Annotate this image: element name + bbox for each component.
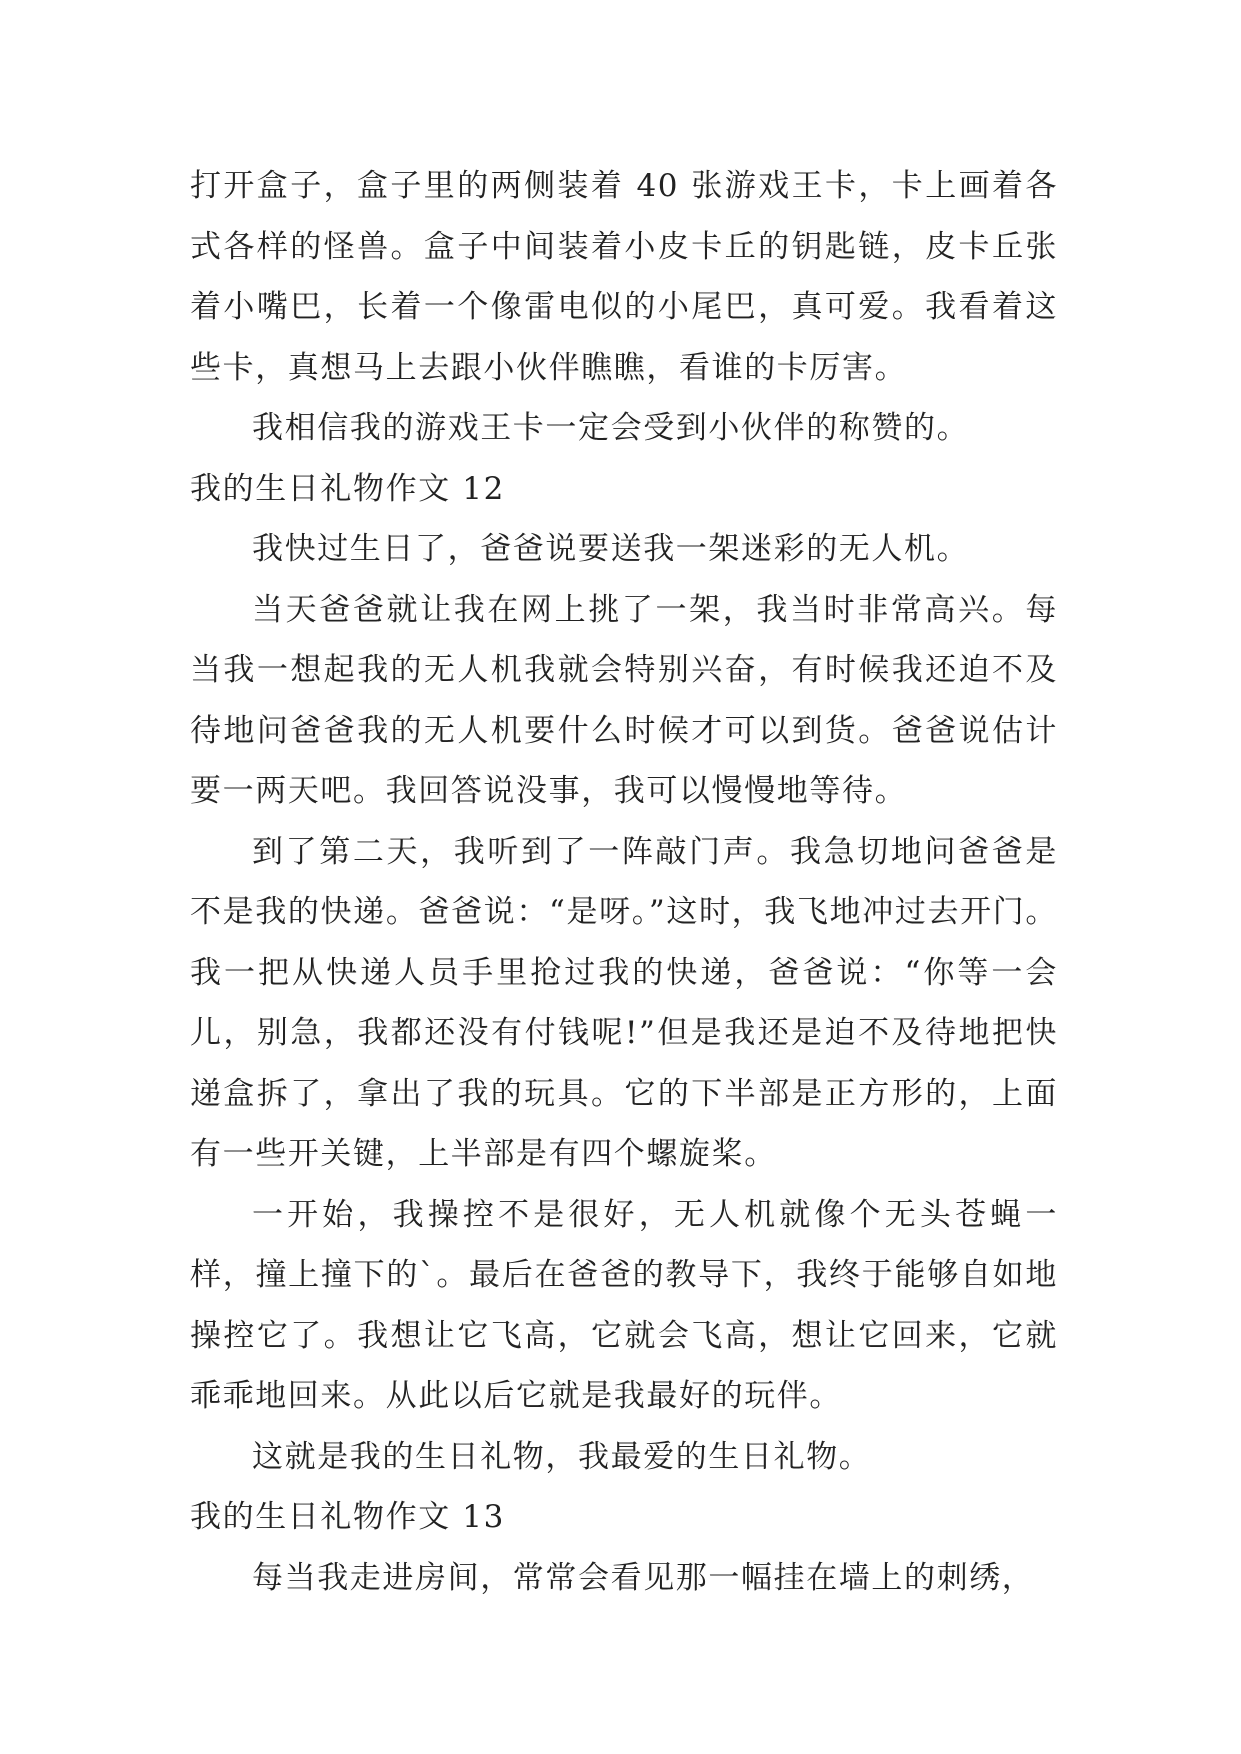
essay-heading-12: 我的生日礼物作文 12 xyxy=(190,470,505,507)
essay-heading-13: 我的生日礼物作文 13 xyxy=(190,1499,505,1535)
paragraph-3: 我快过生日了，爸爸说要送我一架迷彩的无人机。 xyxy=(252,531,970,567)
paragraph-8: 每当我走进房间，常常会看见那一幅挂在墙上的刺绣， xyxy=(252,1559,1035,1596)
paragraph-5: 到了第二天，我听到了一阵敲门声。我急切地问爸爸是不是我的快递。爸爸说：“是呀。”这时，我飞地冲过去开门。我一把从快递人员手里抢过我的快递，爸爸说：“你等一会儿，别急，我都还没有付钱呢!”但是我还是迫不及待地把快递盒拆了，拿出了我的玩具。它的下半部是正方形的，上面有一些开关键，上半部是有四个螺旋桨。 xyxy=(190,833,1058,1172)
paragraph-2: 我相信我的游戏王卡一定会受到小伙伴的称赞的。 xyxy=(252,410,970,446)
document-body xyxy=(190,156,1058,1608)
paragraph-6: 一开始，我操控不是很好，无人机就像个无头苍蝇一样，撞上撞下的`。最后在爸爸的教导下，我终于能够自如地操控它了。我想让它飞高，它就会飞高，想让它回来，它就乖乖地回来。从此以后它就是我最好的玩伴。 xyxy=(190,1196,1058,1414)
paragraph-1: 打开盒子，盒子里的两侧装着 40 张游戏王卡，卡上画着各式各样的怪兽。盒子中间装着小皮卡丘的钥匙链，皮卡丘张着小嘴巴，长着一个像雷电似的小尾巴，真可爱。我看着这些卡，真想马上去跟小伙伴瞧瞧，看谁的卡厉害。 xyxy=(190,168,1058,386)
paragraph-7: 这就是我的生日礼物，我最爱的生日礼物。 xyxy=(252,1438,872,1475)
paragraph-4: 当天爸爸就让我在网上挑了一架，我当时非常高兴。每当我一想起我的无人机我就会特别兴奋，有时候我还迫不及待地问爸爸我的无人机要什么时候才可以到货。爸爸说估计要一两天吧。我回答说没事，我可以慢慢地等待。 xyxy=(190,591,1058,809)
